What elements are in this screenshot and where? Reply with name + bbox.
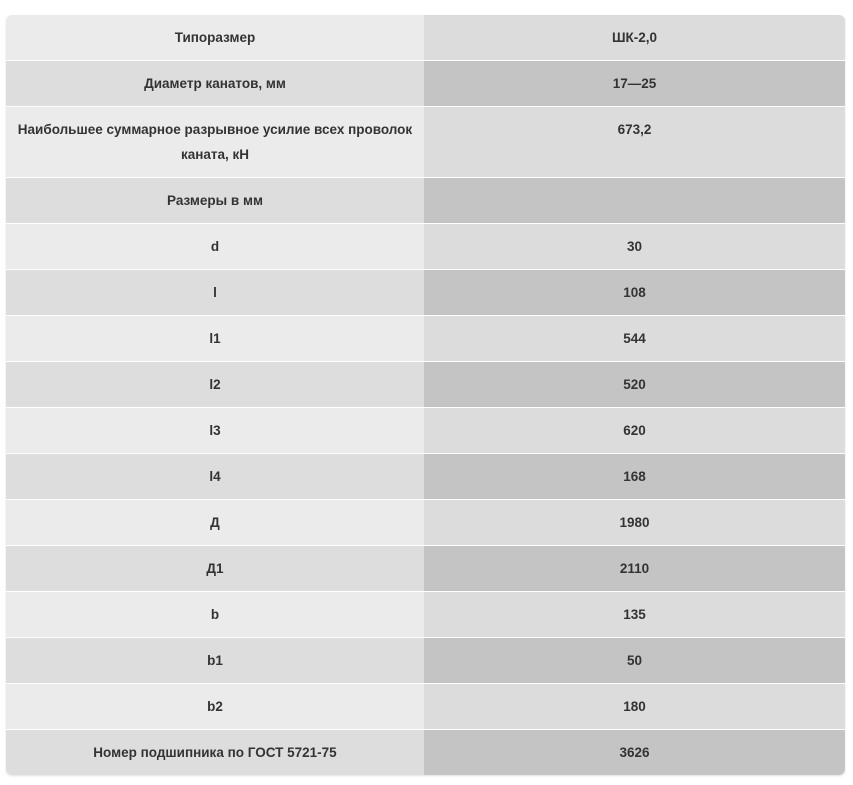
row-value: 620 xyxy=(424,408,845,454)
row-label: b1 xyxy=(6,638,424,684)
table-row xyxy=(6,178,845,224)
row-value: 544 xyxy=(424,316,845,362)
table-row xyxy=(6,107,845,178)
table-row xyxy=(6,408,845,454)
row-value: 673,2 xyxy=(424,107,845,178)
row-label: l4 xyxy=(6,454,424,500)
row-label: l xyxy=(6,270,424,316)
row-value: 50 xyxy=(424,638,845,684)
table-row xyxy=(6,224,845,270)
row-label: l2 xyxy=(6,362,424,408)
row-label: b xyxy=(6,592,424,638)
row-label: Номер подшипника по ГОСТ 5721-75 xyxy=(6,730,424,776)
row-label: d xyxy=(6,224,424,270)
row-label: Диаметр канатов, мм xyxy=(6,61,424,107)
table-row xyxy=(6,270,845,316)
row-label: Типоразмер xyxy=(6,15,424,61)
row-label: l1 xyxy=(6,316,424,362)
row-label: Д xyxy=(6,500,424,546)
table-row xyxy=(6,454,845,500)
row-value: 520 xyxy=(424,362,845,408)
table-row xyxy=(6,638,845,684)
specs-table-container xyxy=(6,15,845,775)
row-value: 2110 xyxy=(424,546,845,592)
row-value: 1980 xyxy=(424,500,845,546)
row-label: Размеры в мм xyxy=(6,178,424,224)
row-value: 108 xyxy=(424,270,845,316)
row-value: 17—25 xyxy=(424,61,845,107)
specs-table xyxy=(6,15,845,775)
table-row xyxy=(6,500,845,546)
row-value: 30 xyxy=(424,224,845,270)
row-value: 168 xyxy=(424,454,845,500)
table-row xyxy=(6,316,845,362)
row-label: Д1 xyxy=(6,546,424,592)
table-row xyxy=(6,592,845,638)
row-value: ШК-2,0 xyxy=(424,15,845,61)
row-value: 135 xyxy=(424,592,845,638)
table-row xyxy=(6,684,845,730)
row-value xyxy=(424,178,845,224)
row-value: 3626 xyxy=(424,730,845,776)
row-label: Наибольшее суммарное разрывное усилие всех проволок каната, кН xyxy=(6,107,424,178)
table-row xyxy=(6,61,845,107)
row-label: l3 xyxy=(6,408,424,454)
row-label: b2 xyxy=(6,684,424,730)
table-row xyxy=(6,546,845,592)
table-row xyxy=(6,362,845,408)
row-value: 180 xyxy=(424,684,845,730)
table-row xyxy=(6,730,845,776)
table-row xyxy=(6,15,845,61)
